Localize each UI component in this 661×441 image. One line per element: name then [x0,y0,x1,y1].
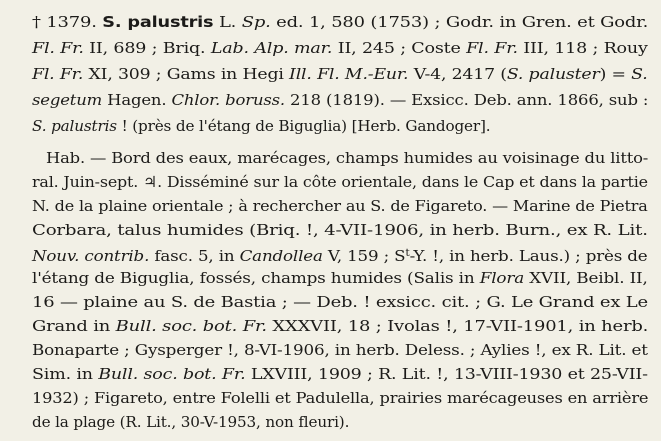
italic-text: Nouv. contrib. [32,247,150,265]
text-run: Corbara, talus humides (Briq. !, 4-VII-1906, in herb. Burn., ex R. Lit. [32,221,648,239]
entry-number: 1379. [46,13,97,31]
italic-text: Chlor. boruss. [171,91,285,109]
italic-text: Bull. soc. bot. Fr. [98,365,246,383]
habitat-line-12 [32,412,349,432]
text-run: II, 245 ; Coste [332,39,467,57]
italic-text: Sp. [241,13,271,31]
habitat-line-10 [32,364,648,384]
habitat-line-7 [32,292,648,312]
entry-line-1-text [219,13,648,31]
habitat-line-1 [46,148,648,168]
text-run: de la plage (R. Lit., 30-V-1953, non fleuri). [32,413,350,431]
habitat-line-5 [32,244,647,266]
text-run: 1932) ; Figareto, entre Folelli et Padulella, prairies marécageuses en arrière [32,389,649,407]
italic-text: Bull. soc. bot. Fr. [115,317,267,335]
habitat-line-6 [32,268,648,288]
text-run: L. [218,13,242,31]
text-run: XXXVII, 18 ; Ivolas !, 17-VII-1901, in herb. [266,317,649,335]
text-run: ral. Juin-sept. ♃. Disséminé sur la côte orientale, dans le Cap et dans la partie [32,173,648,191]
italic-text: Fl. Fr. [466,39,518,57]
text-run: Sim. in [32,365,99,383]
text-run: III, 118 ; Rouy [517,39,648,57]
text-run: XVII, Beibl. II, [524,269,648,287]
text-run: 218 (1819). — Exsicc. Deb. ann. 1866, sub : [284,91,649,109]
text-run: V-4, 2417 ( [408,65,507,83]
habitat-line-9 [32,340,648,360]
entry-line-3 [32,64,648,84]
text-run: Hab. — Bord des eaux, marécages, champs humides au voisinage du litto- [46,149,649,167]
text-run: II, 689 ; Briq. [83,39,211,57]
text-run: LXVIII, 1909 ; R. Lit. !, 13-VIII-1930 et 25-VII- [245,365,648,383]
italic-text: Fl. Fr. [32,39,84,57]
text-run: 16 — plaine au S. de Bastia ; — Deb. ! exsicc. cit. ; G. Le Grand ex Le [32,293,648,311]
text-run: V, 159 ; S [322,247,406,265]
italic-text: Ill. Fl. M.-Eur. [289,65,409,83]
habitat-line-3 [32,196,648,216]
habitat-line-2 [32,172,648,192]
text-run: Hagen. [102,91,172,109]
taxon-name: S. palustris [102,13,214,31]
text-run: ) = [599,65,632,83]
italic-text: Lab. Alp. mar. [210,39,333,57]
text-run: Bonaparte ; Gysperger !, 8-VI-1906, in herb. Deless. ; Aylies !, ex R. Lit. et [32,341,648,359]
text-run: l'étang de Biguglia, fossés, champs humides (Salis in [32,269,480,287]
text-run: Grand in [32,317,116,335]
entry-line-2 [32,38,648,58]
text-run: XI, 309 ; Gams in Hegi [83,65,290,83]
entry-line-5 [32,116,490,136]
text-run: ed. 1, 580 (1753) ; Godr. in Gren. et Godr. [270,13,649,31]
italic-text: segetum [32,91,103,109]
italic-text: Flora [479,269,525,287]
habitat-line-8 [32,316,648,336]
habitat-line-11 [32,388,648,408]
entry-line-4 [32,90,648,110]
text-run: ! (près de l'étang de Biguglia) [Herb. Gandoger]. [116,117,491,135]
italic-text: S. palustris [32,117,117,135]
text-run: N. de la plaine orientale ; à rechercher au S. de Figareto. — Marine de Pietra [32,197,648,215]
italic-text: S. paluster [506,65,600,83]
entry-line-1 [32,12,648,32]
dagger-symbol: † [32,13,41,31]
italic-text: S. [631,65,648,83]
text-run: -Y. !, in herb. Laus.) ; près de [409,247,648,265]
italic-text: Candollea [239,247,323,265]
text-run: fasc. 5, in [149,247,240,265]
superscript-text: t [405,248,410,259]
habitat-line-4 [32,220,648,240]
italic-text: Fl. Fr. [32,65,84,83]
